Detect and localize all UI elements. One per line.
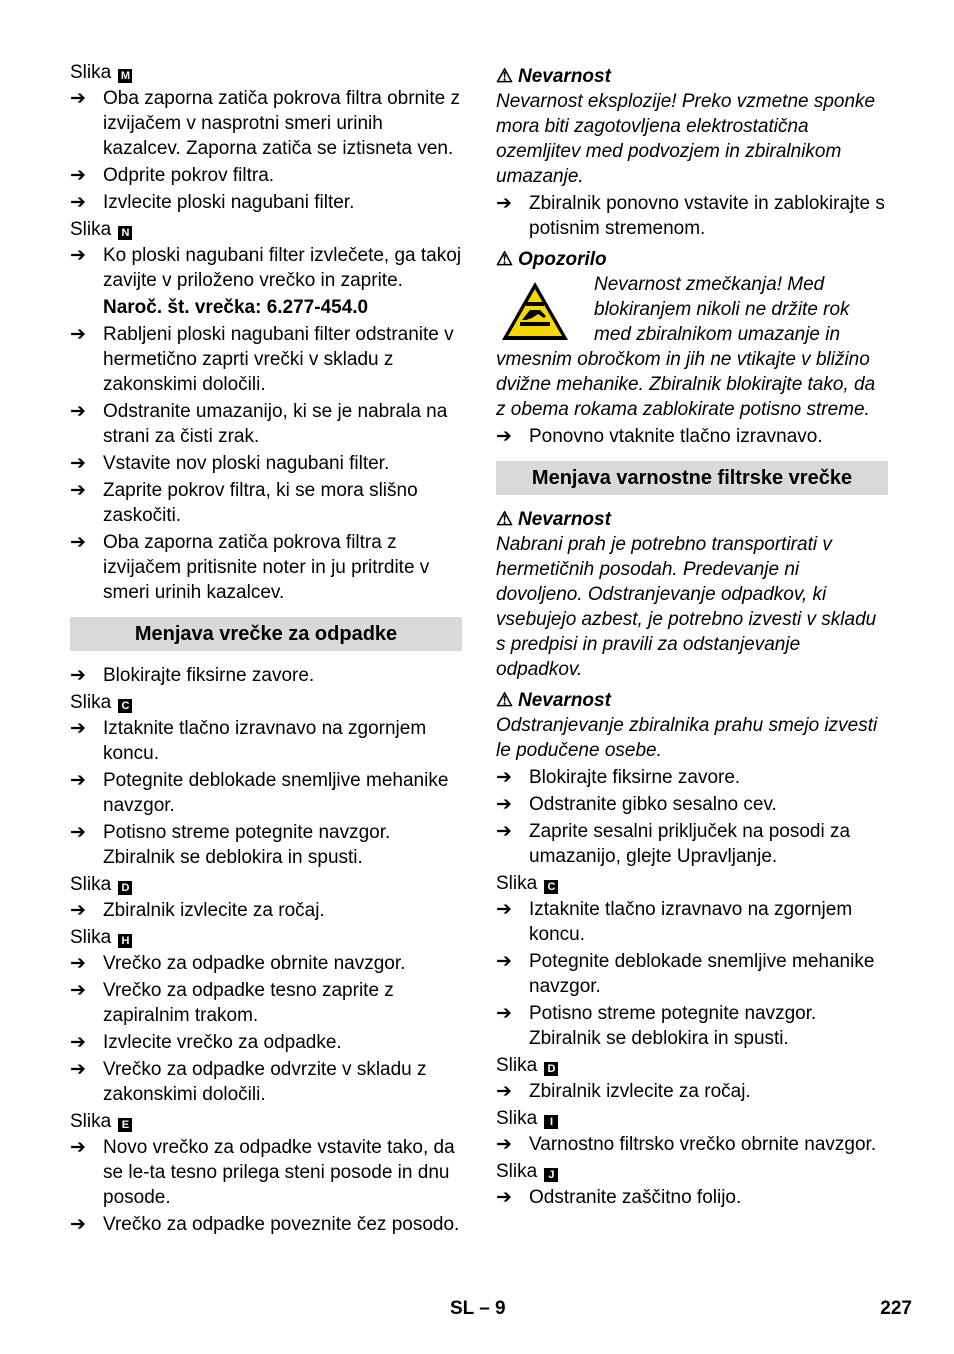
instruction-step	[70, 399, 462, 449]
figure-ref: Slika C	[70, 690, 462, 715]
arrow-right-icon: ➔	[70, 900, 86, 921]
footer-page-number: 227	[880, 1298, 912, 1319]
instruction-step	[70, 1135, 462, 1210]
instruction-step	[70, 86, 462, 161]
footer-language-page: SL – 9	[450, 1298, 506, 1319]
step-text: Vrečko za odpadke obrnite navzgor.	[103, 953, 406, 974]
danger-title: ⚠ Nevarnost	[496, 690, 611, 711]
figure-ref: Slika I	[496, 1106, 888, 1131]
arrow-right-icon: ➔	[70, 245, 86, 266]
arrow-right-icon: ➔	[70, 822, 86, 843]
instruction-step	[70, 190, 462, 215]
step-text: Vstavite nov ploski nagubani filter.	[103, 453, 390, 474]
step-text: Vrečko za odpadke poveznite čez posodo.	[103, 1214, 460, 1235]
arrow-right-icon: ➔	[70, 718, 86, 739]
instruction-step	[70, 163, 462, 188]
section-heading: Menjava varnostne filtrske vrečke	[496, 461, 888, 495]
danger-text: Odstranjevanje zbiralnika prahu smejo izvesti le podučene osebe.	[496, 715, 878, 761]
instruction-step	[70, 951, 462, 976]
arrow-right-icon: ➔	[496, 1003, 512, 1024]
step-text: Ponovno vtaknite tlačno izravnavo.	[529, 426, 823, 447]
step-text: Zbiralnik ponovno vstavite in zablokirajte s potisnim stremenom.	[529, 193, 885, 239]
caution-text: Nevarnost zmečkanja! Med blokiranjem nikoli ne držite rok med zbiralnikom umazanje in vmesnim obročkom in jih ne vtikajte v bližino dvižne mehanike. Zbiralnik blokirajte tako, da z obema rokama zablokirate potisno streme.	[496, 274, 876, 420]
step-text: Novo vrečko za odpadke vstavite tako, da se le-ta tesno prilega steni posode in dnu posode.	[103, 1137, 455, 1208]
step-text: Potisno streme potegnite navzgor. Zbiralnik se deblokira in spusti.	[103, 822, 391, 868]
instruction-step	[496, 1132, 888, 1157]
section-heading: Menjava vrečke za odpadke	[70, 617, 462, 651]
instruction-step	[70, 478, 462, 528]
instruction-step	[496, 765, 888, 790]
step-text: Blokirajte fiksirne zavore.	[103, 665, 315, 686]
instruction-step	[70, 898, 462, 923]
arrow-right-icon: ➔	[496, 1134, 512, 1155]
arrow-right-icon: ➔	[70, 165, 86, 186]
caution-title: ⚠ Opozorilo	[496, 249, 607, 270]
danger-text: Nabrani prah je potrebno transportirati v hermetičnih posodah. Predevanje ni dovoljeno. Odstranjevanje odpadkov, ki vsebujejo azbest, je potrebno izvesti v skladu s predpisi in pravili za odstanjevanje odpadkov.	[496, 534, 877, 680]
step-text: Zbiralnik izvlecite za ročaj.	[529, 1081, 751, 1102]
figure-ref: Slika C	[496, 871, 888, 896]
step-text: Izvlecite ploski nagubani filter.	[103, 192, 355, 213]
left-column	[70, 58, 462, 1239]
instruction-step	[496, 819, 888, 869]
arrow-right-icon: ➔	[496, 821, 512, 842]
instruction-step	[496, 1079, 888, 1104]
arrow-right-icon: ➔	[70, 953, 86, 974]
step-text: Odstranite gibko sesalno cev.	[529, 794, 777, 815]
warning-triangle-icon: ⚠	[496, 66, 514, 87]
arrow-right-icon: ➔	[70, 1137, 86, 1158]
figure-ref: Slika J	[496, 1159, 888, 1184]
instruction-step	[70, 322, 462, 397]
arrow-right-icon: ➔	[496, 951, 512, 972]
step-text: Zaprite sesalni priključek na posodi za umazanijo, glejte Upravljanje.	[529, 821, 851, 867]
step-text: Oba zaporna zatiča pokrova filtra z izvijačem pritisnite noter in ju pritrdite v smeri urinih kazalcev.	[103, 532, 430, 603]
arrow-right-icon: ➔	[70, 453, 86, 474]
danger-title: ⚠ Nevarnost	[496, 509, 611, 530]
arrow-right-icon: ➔	[496, 193, 512, 214]
instruction-step	[70, 1212, 462, 1237]
arrow-right-icon: ➔	[496, 899, 512, 920]
step-text: Potegnite deblokade snemljive mehanike navzgor.	[529, 951, 875, 997]
instruction-step	[70, 1057, 462, 1107]
step-text: Odstranite zaščitno folijo.	[529, 1187, 742, 1208]
arrow-right-icon: ➔	[70, 1214, 86, 1235]
warning-triangle-icon: ⚠	[496, 690, 514, 711]
arrow-right-icon: ➔	[70, 665, 86, 686]
step-text: Potegnite deblokade snemljive mehanike navzgor.	[103, 770, 449, 816]
instruction-step	[70, 663, 462, 688]
warning-triangle-icon: ⚠	[496, 509, 514, 530]
step-text: Iztaknite tlačno izravnavo na zgornjem koncu.	[529, 899, 853, 945]
step-text: Odstranite umazanijo, ki se je nabrala na strani za čisti zrak.	[103, 401, 448, 447]
step-text: Potisno streme potegnite navzgor. Zbiralnik se deblokira in spusti.	[529, 1003, 817, 1049]
right-column	[496, 58, 888, 1212]
instruction-step	[496, 949, 888, 999]
arrow-right-icon: ➔	[70, 324, 86, 345]
instruction-step: ➔ Ko ploski nagubani filter izvlečete, ga takoj zavijte v priloženo vrečko in zaprite.	[70, 245, 462, 291]
figure-ref: Slika D	[496, 1053, 888, 1078]
arrow-right-icon: ➔	[496, 1187, 512, 1208]
arrow-right-icon: ➔	[70, 480, 86, 501]
step-text: Vrečko za odpadke tesno zaprite z zapiralnim trakom.	[103, 980, 394, 1026]
step-text: Zaprite pokrov filtra, ki se mora slišno zaskočiti.	[103, 480, 418, 526]
warning-triangle-icon: ⚠	[496, 249, 514, 270]
figure-ref: Slika D	[70, 872, 462, 897]
arrow-right-icon: ➔	[70, 532, 86, 553]
arrow-right-icon: ➔	[496, 794, 512, 815]
instruction-step	[70, 1030, 462, 1055]
step-text: Zbiralnik izvlecite za ročaj.	[103, 900, 325, 921]
arrow-right-icon: ➔	[496, 426, 512, 447]
arrow-right-icon: ➔	[70, 980, 86, 1001]
arrow-right-icon: ➔	[70, 401, 86, 422]
arrow-right-icon: ➔	[70, 1032, 86, 1053]
instruction-step	[70, 768, 462, 818]
figure-ref: Slika E	[70, 1109, 462, 1134]
instruction-step	[496, 1185, 888, 1210]
step-text: Izvlecite vrečko za odpadke.	[103, 1032, 342, 1053]
order-number: Naroč. št. vrečka: 6.277-454.0	[103, 297, 369, 318]
instruction-step	[70, 978, 462, 1028]
step-text: Oba zaporna zatiča pokrova filtra obrnite z izvijačem v nasprotni smeri urinih kazalcev. Zaporna zatiča se iztisneta ven.	[103, 88, 460, 159]
instruction-step	[496, 424, 888, 449]
step-text: Rabljeni ploski nagubani filter odstranite v hermetično zaprti vrečki v skladu z zakonskimi določili.	[103, 324, 454, 395]
figure-ref: Slika M	[70, 60, 462, 85]
figure-ref: Slika H	[70, 925, 462, 950]
arrow-right-icon: ➔	[70, 1059, 86, 1080]
arrow-right-icon: ➔	[496, 767, 512, 788]
instruction-step	[496, 792, 888, 817]
arrow-right-icon: ➔	[70, 770, 86, 791]
danger-title: ⚠ Nevarnost	[496, 66, 611, 87]
step-text: Odprite pokrov filtra.	[103, 165, 275, 186]
arrow-right-icon: ➔	[70, 88, 86, 109]
step-text: Vrečko za odpadke odvrzite v skladu z zakonskimi določili.	[103, 1059, 427, 1105]
hand-crush-warning-icon	[500, 280, 570, 342]
step-text: Iztaknite tlačno izravnavo na zgornjem koncu.	[103, 718, 427, 764]
instruction-step	[70, 451, 462, 476]
arrow-right-icon: ➔	[496, 1081, 512, 1102]
instruction-step	[70, 716, 462, 766]
instruction-step	[496, 191, 888, 241]
step-text: Blokirajte fiksirne zavore.	[529, 767, 741, 788]
instruction-step	[70, 530, 462, 605]
step-text: Varnostno filtrsko vrečko obrnite navzgor.	[529, 1134, 877, 1155]
instruction-step	[496, 1001, 888, 1051]
instruction-step	[70, 820, 462, 870]
arrow-right-icon: ➔	[70, 192, 86, 213]
figure-ref: Slika N	[70, 217, 462, 242]
danger-text: Nevarnost eksplozije! Preko vzmetne sponke mora biti zagotovljena elektrostatična ozemljitev med podvozjem in zbiralnikom umazanje.	[496, 91, 876, 187]
instruction-step	[496, 897, 888, 947]
